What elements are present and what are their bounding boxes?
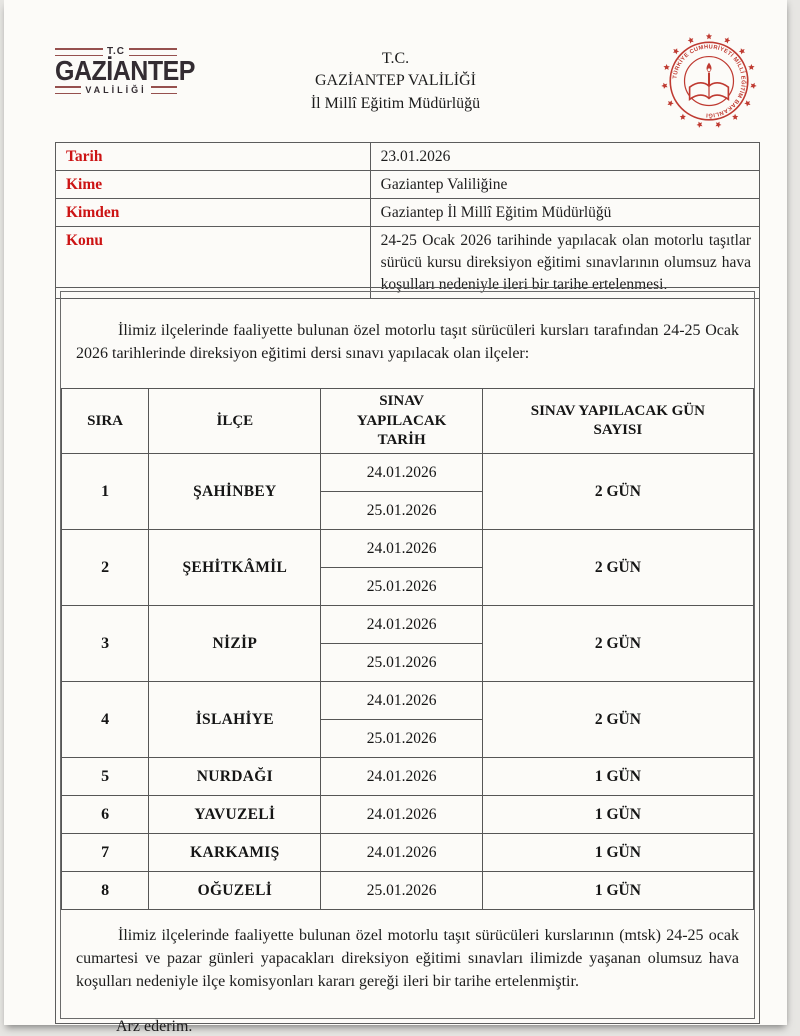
exam-date: 25.01.2026 <box>321 492 482 530</box>
day-count: 1 GÜN <box>482 834 753 872</box>
exam-date: 25.01.2026 <box>321 872 482 910</box>
col-header-sira: SIRA <box>62 389 149 454</box>
day-count: 2 GÜN <box>482 682 753 758</box>
table-row <box>62 530 754 568</box>
letter-meta-table <box>55 142 760 299</box>
exam-date: 24.01.2026 <box>321 454 482 492</box>
day-count: 2 GÜN <box>482 606 753 682</box>
logo-rule-icon <box>55 86 81 94</box>
row-number: 1 <box>62 454 149 530</box>
exam-date: 24.01.2026 <box>321 530 482 568</box>
row-number: 6 <box>62 796 149 834</box>
title-line-tc: T.C. <box>381 50 410 67</box>
district-name: YAVUZELİ <box>149 796 321 834</box>
meta-value-date: 23.01.2026 <box>370 143 759 171</box>
table-row <box>62 454 754 492</box>
exam-schedule-table <box>61 388 754 910</box>
logo-valiligi-text: VALİLİĞİ <box>85 85 147 96</box>
meta-label: Kimden <box>56 199 371 227</box>
table-row <box>62 606 754 644</box>
title-line-mudurluk: İl Millî Eğitim Müdürlüğü <box>310 94 481 112</box>
logo-city-name: GAZİANTEP <box>55 55 195 87</box>
exam-table-header-row <box>62 389 754 454</box>
row-number: 4 <box>62 682 149 758</box>
logo-rule-icon <box>129 48 177 56</box>
logo-tc-text: T.C <box>107 46 125 57</box>
district-name: ŞAHİNBEY <box>149 454 321 530</box>
meta-label: Konu <box>56 227 371 299</box>
row-number: 8 <box>62 872 149 910</box>
district-name: KARKAMIŞ <box>149 834 321 872</box>
day-count: 1 GÜN <box>482 872 753 910</box>
exam-date: 24.01.2026 <box>321 682 482 720</box>
meta-label: Tarih <box>56 143 371 171</box>
letterhead <box>4 0 787 140</box>
meta-row-kimden <box>56 199 760 227</box>
day-count: 2 GÜN <box>482 530 753 606</box>
day-count: 1 GÜN <box>482 758 753 796</box>
day-count: 2 GÜN <box>482 454 753 530</box>
district-name: NİZİP <box>149 606 321 682</box>
document-title <box>204 48 587 115</box>
col-header-gun: SINAV YAPILACAK GÜN SAYISI <box>482 389 753 454</box>
district-name: İSLAHİYE <box>149 682 321 758</box>
seal-ring-text: TÜRKİYE CUMHURİYETİ MİLLÎ EĞİTİM BAKANLIĞI <box>672 44 746 118</box>
exam-date: 24.01.2026 <box>321 606 482 644</box>
signoff-text: Arz ederim. <box>116 1017 193 1035</box>
table-row <box>62 834 754 872</box>
table-row <box>62 872 754 910</box>
logo-bottom-row <box>55 85 177 95</box>
meta-value-to: Gaziantep Valiliğine <box>370 171 759 199</box>
row-number: 3 <box>62 606 149 682</box>
exam-date: 25.01.2026 <box>321 568 482 606</box>
exam-date: 25.01.2026 <box>321 720 482 758</box>
district-name: OĞUZELİ <box>149 872 321 910</box>
district-name: NURDAĞI <box>149 758 321 796</box>
table-row <box>62 682 754 720</box>
intro-paragraph: İlimiz ilçelerinde faaliyette bulunan özel motorlu taşıt sürücüleri kursları tarafından 24-25 Ocak 2026 tarihlerinde direksiyon eğitimi dersi sınavı yapılacak olan ilçeler: <box>76 322 739 363</box>
ministry-of-education-seal-icon <box>658 28 760 130</box>
gaziantep-valiligi-logo <box>55 46 195 96</box>
meta-row-tarih <box>56 143 760 171</box>
col-header-tarih: SINAV YAPILACAK TARİH <box>321 389 482 454</box>
meta-value-subject: 24-25 Ocak 2026 tarihinde yapılacak olan motorlu taşıtlar sürücü kursu direksiyon eğitimi sınavlarının olumsuz hava koşulları nedeniyle ileri bir tarihe ertelenmesi. <box>370 227 759 299</box>
title-line-valilik: GAZİANTEP VALİLİĞİ <box>314 72 476 90</box>
meta-value-from: Gaziantep İl Millî Eğitim Müdürlüğü <box>370 199 759 227</box>
row-number: 7 <box>62 834 149 872</box>
day-count: 1 GÜN <box>482 796 753 834</box>
meta-row-kime <box>56 171 760 199</box>
exam-date: 24.01.2026 <box>321 796 482 834</box>
row-number: 2 <box>62 530 149 606</box>
row-number: 5 <box>62 758 149 796</box>
col-header-ilce: İLÇE <box>149 389 321 454</box>
exam-date: 25.01.2026 <box>321 644 482 682</box>
content-frame-inner <box>60 291 755 1035</box>
exam-date: 24.01.2026 <box>321 758 482 796</box>
district-name: ŞEHİTKÂMİL <box>149 530 321 606</box>
document-page <box>4 0 787 1035</box>
exam-date: 24.01.2026 <box>321 834 482 872</box>
closing-paragraph: İlimiz ilçelerinde faaliyette bulunan özel motorlu taşıt sürücüleri kurslarının (mtsk) 24-25 ocak cumartesi ve pazar günleri yapacakları direksiyon eğitimi sınavları ilimizde yaşanan olumsuz hava koşulları nedeniyle ilçe komisyonları kararı gereği ileri bir tarihe ertelenmiştir. <box>76 927 739 990</box>
table-row <box>62 758 754 796</box>
logo-rule-icon <box>151 86 177 94</box>
content-frame-outer <box>55 287 760 1035</box>
logo-rule-icon <box>55 48 103 56</box>
table-row <box>62 796 754 834</box>
meta-label: Kime <box>56 171 371 199</box>
